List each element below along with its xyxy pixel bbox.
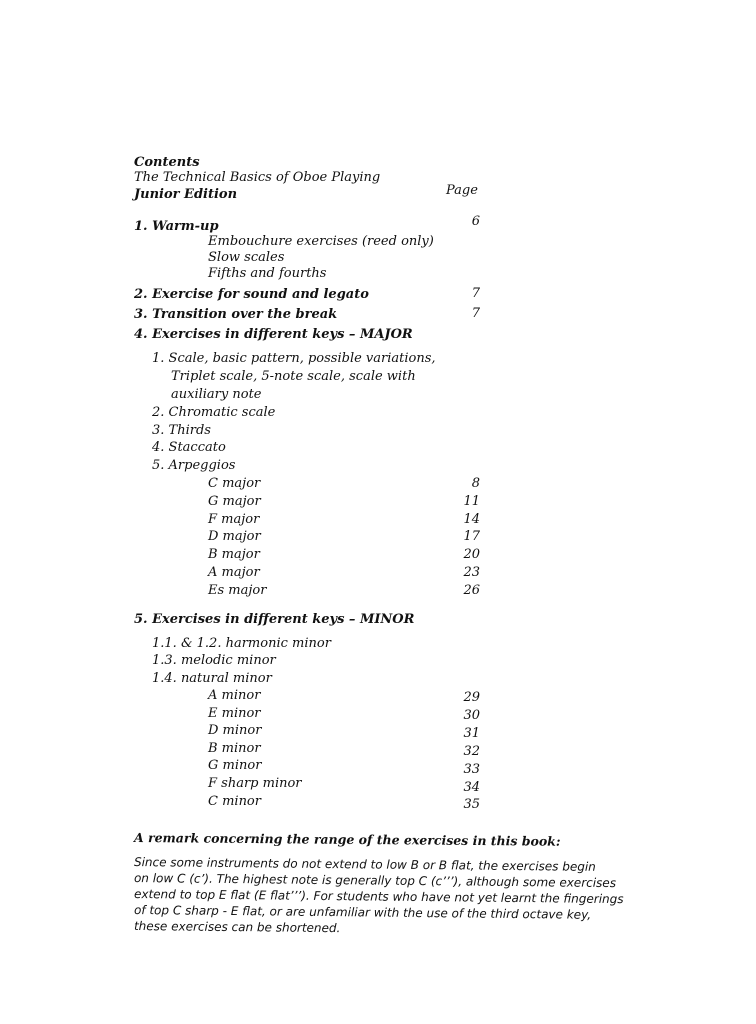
major-key-page: 17 bbox=[463, 529, 480, 544]
minor-key-page: 33 bbox=[463, 762, 480, 777]
section-1-page: 6 bbox=[471, 214, 480, 229]
remark-line: these exercises can be shortened. bbox=[133, 919, 341, 936]
minor-key: F sharp minor bbox=[208, 776, 302, 791]
section-3-title: 3. Transition over the break bbox=[134, 307, 338, 322]
section-4-item: auxiliary note bbox=[171, 387, 262, 402]
major-key-page: 8 bbox=[471, 476, 480, 491]
minor-key-page: 30 bbox=[463, 708, 480, 723]
contents-heading: Contents bbox=[134, 155, 200, 170]
minor-key: G minor bbox=[208, 758, 262, 773]
remark-line: Since some instruments do not extend to low B or B flat, the exercises begin bbox=[133, 855, 596, 874]
minor-key-page: 32 bbox=[463, 744, 480, 759]
book-title: The Technical Basics of Oboe Playing bbox=[134, 170, 381, 185]
major-key: A major bbox=[208, 565, 260, 580]
section-1-item: Slow scales bbox=[208, 250, 285, 265]
minor-key-page: 29 bbox=[463, 690, 480, 705]
section-5-item: 1.4. natural minor bbox=[152, 671, 272, 686]
section-2-page: 7 bbox=[471, 286, 480, 301]
remark-line: extend to top E flat (E flat’’’). For students who have not yet learnt the fingerings bbox=[133, 887, 624, 907]
section-4-item: 5. Arpeggios bbox=[152, 458, 236, 473]
major-key: F major bbox=[208, 512, 260, 527]
minor-key: A minor bbox=[208, 688, 261, 703]
minor-key: D minor bbox=[208, 723, 262, 738]
minor-key: C minor bbox=[208, 794, 261, 809]
major-key: C major bbox=[208, 476, 261, 491]
major-key-page: 23 bbox=[463, 565, 480, 580]
section-1-item: Embouchure exercises (reed only) bbox=[208, 234, 434, 249]
section-3-page: 7 bbox=[471, 306, 480, 321]
major-key-page: 20 bbox=[463, 547, 480, 562]
major-key-page: 26 bbox=[463, 583, 480, 598]
section-2-title: 2. Exercise for sound and legato bbox=[134, 287, 369, 302]
section-5-item: 1.3. melodic minor bbox=[152, 653, 276, 668]
page-column-label: Page bbox=[446, 183, 478, 198]
major-key: B major bbox=[208, 547, 260, 562]
minor-key: B minor bbox=[208, 741, 261, 756]
section-4-title: 4. Exercises in different keys – MAJOR bbox=[134, 327, 413, 342]
edition-label: Junior Edition bbox=[134, 187, 238, 202]
section-4-item: 1. Scale, basic pattern, possible variations, bbox=[152, 351, 436, 366]
section-5-title: 5. Exercises in different keys – MINOR bbox=[134, 612, 415, 627]
major-key: G major bbox=[208, 494, 261, 509]
remark-line: on low C (c’). The highest note is generally top C (c’’’), although some exercises bbox=[133, 871, 617, 891]
minor-key-page: 35 bbox=[463, 797, 480, 812]
major-key: D major bbox=[208, 529, 261, 544]
major-key: Es major bbox=[208, 583, 267, 598]
minor-key-page: 31 bbox=[463, 726, 480, 741]
remark-line: of top C sharp - E flat, or are unfamiliar with the use of the third octave key, bbox=[133, 903, 592, 922]
section-4-item: Triplet scale, 5-note scale, scale with bbox=[171, 369, 416, 384]
section-1-item: Fifths and fourths bbox=[208, 266, 327, 281]
section-4-item: 3. Thirds bbox=[152, 423, 211, 438]
major-key-page: 14 bbox=[463, 512, 480, 527]
minor-key: E minor bbox=[208, 706, 261, 721]
major-key-page: 11 bbox=[463, 494, 480, 509]
remark-title: A remark concerning the range of the exercises in this book: bbox=[133, 830, 561, 849]
section-5-item: 1.1. & 1.2. harmonic minor bbox=[152, 636, 331, 651]
section-4-item: 2. Chromatic scale bbox=[152, 405, 276, 420]
section-1-title: 1. Warm-up bbox=[134, 219, 219, 234]
minor-key-page: 34 bbox=[463, 780, 480, 795]
section-4-item: 4. Staccato bbox=[152, 440, 226, 455]
